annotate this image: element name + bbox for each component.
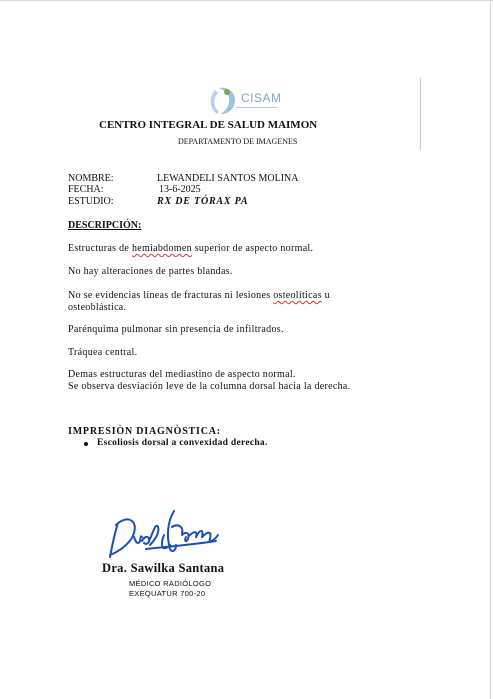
description-paragraph-3 [68,290,330,313]
handwritten-signature [104,505,229,563]
date-value: 13-6-2025 [159,184,201,195]
date-label: FECHA: [68,184,104,195]
description-paragraph-2: No hay alteraciones de partes blandas. [68,266,233,277]
description-paragraph-6 [68,369,350,392]
p1-spellcheck-word: hemiabdomen [131,243,192,254]
impression-item: Escoliosis dorsal a convexidad derecha. [97,438,268,448]
p6-line-2: Se observa desviación leve de la columna dorsal hacia la derecha. [68,380,351,392]
p3-spellcheck-word: osteolíticas [273,290,322,301]
description-title: DESCRIPCIÓN: [68,220,142,231]
p1-text-end: superior de aspecto normal. [191,243,314,254]
p3-line-2: osteoblástica. [68,301,127,313]
bullet-icon [84,442,88,446]
signer-name: Dra. Sawilka Santana [102,561,225,575]
p3-text-start: No se evidencias líneas de fracturas ni lesiones [68,290,274,301]
description-paragraph-4: Parénquima pulmonar sin presencia de infiltrados. [68,324,284,335]
signer-license: EXEQUATUR 700-20 [129,589,206,598]
department-subtitle: DEPARTAMENTO DE IMAGENES [178,137,298,146]
study-label: ESTUDIO: [68,196,114,207]
center-title: CENTRO INTEGRAL DE SALUD MAIMON [99,119,318,131]
name-value: LEWANDELI SANTOS MOLINA [157,173,299,184]
page-top-border [0,0,493,1]
logo-text: CISAM [241,91,282,105]
page-right-border [490,0,491,699]
description-paragraph-1 [68,243,313,255]
study-value: RX DE TÓRAX PA [157,196,249,207]
description-paragraph-5: Tráquea central. [68,347,138,358]
p6-line-1: Demas estructuras del mediastino de aspecto normal. [68,369,296,380]
name-label: NOMBRE: [68,173,114,184]
p1-text-start: Estructuras de [68,243,132,254]
signer-role: MÉDICO RADIÓLOGO [129,579,212,588]
logo-tagline-icon [236,106,278,109]
impression-title: IMPRESIÒN DIAGNÒSTICA: [68,426,221,437]
header-divider [420,78,421,150]
p3-text-end: u [321,290,330,301]
